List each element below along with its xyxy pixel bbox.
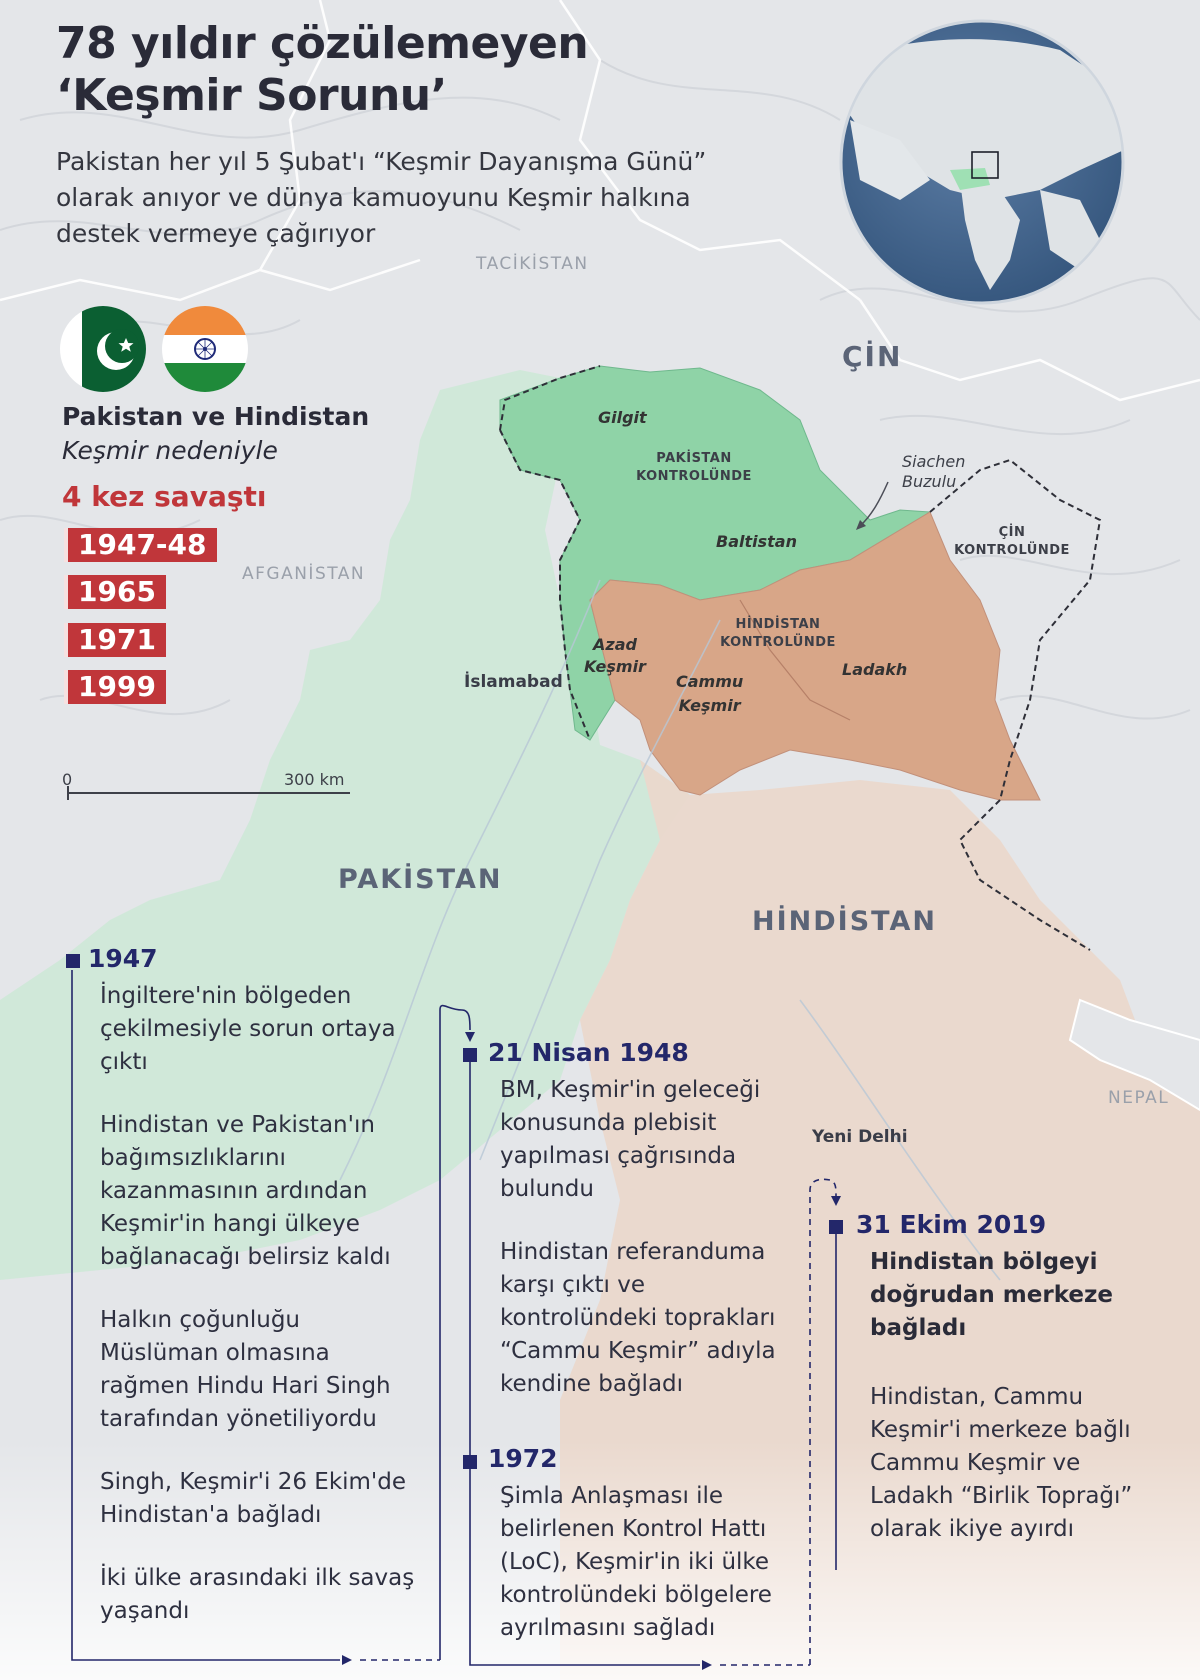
wars-subheading: Keşmir nedeniyle (62, 436, 278, 465)
timeline-col2-text-2 (500, 1480, 800, 1645)
timeline-date-1947: 1947 (88, 944, 158, 973)
label-azad-line2: Keşmir (584, 657, 646, 676)
scale-end-label: 300 km (284, 770, 345, 789)
label-azad-line1: Azad (593, 635, 637, 654)
label-china-controlled (950, 524, 1074, 560)
page-title (56, 18, 588, 122)
timeline-col1-text (100, 980, 420, 1628)
india-flag (162, 306, 248, 392)
label-siachen-glacier (902, 452, 965, 492)
label-nepal: NEPAL (1108, 1088, 1170, 1108)
label-india-controlled-line1: HİNDİSTAN (735, 617, 821, 632)
war-badge-1965: 1965 (64, 575, 166, 609)
label-china: ÇİN (842, 340, 903, 373)
title-line-2: ‘Keşmir Sorunu’ (56, 70, 447, 121)
label-jammu-line2: Keşmir (678, 696, 741, 715)
label-pakistan-controlled (634, 450, 754, 486)
timeline-marker-1947 (66, 954, 80, 968)
label-new-delhi: Yeni Delhi (812, 1127, 908, 1147)
timeline-col2-p1: BM, Keşmir'in geleceği konusunda plebisit yapılması çağrısında bulundu (500, 1077, 761, 1202)
timeline-col1-p2: Hindistan ve Pakistan'ın bağımsızlıklarını kazanmasının ardından Keşmir'in hangi ülkeye bağlanacağı belirsiz kaldı (100, 1112, 391, 1270)
pakistan-flag (60, 306, 146, 392)
timeline-col2-text (500, 1074, 800, 1401)
label-ladakh: Ladakh (842, 660, 908, 679)
scale-start-label: 0 (62, 770, 73, 789)
timeline-date-1972: 1972 (488, 1444, 558, 1473)
timeline-col3-headline: Hindistan bölgeyi doğrudan merkeze bağladı (870, 1249, 1113, 1341)
label-pakistan-controlled-line2: KONTROLÜNDE (636, 469, 752, 484)
locator-globe (840, 21, 1124, 303)
label-baltistan: Baltistan (716, 532, 797, 551)
label-india-controlled (714, 616, 842, 652)
timeline-col2-p3: Şimla Anlaşması ile belirlenen Kontrol Hattı (LoC), Keşmir'in iki ülke kontrolündeki bölgelere ayrılmasını sağladı (500, 1483, 772, 1641)
wars-count: 4 kez savaştı (62, 480, 267, 513)
label-azad-kashmir (584, 634, 646, 678)
war-badge-1971: 1971 (64, 623, 166, 657)
label-siachen-line2: Buzulu (902, 472, 957, 491)
timeline-col1-p3: Halkın çoğunluğu Müslüman olmasına rağmen Hindu Hari Singh tarafından yönetiliyordu (100, 1307, 391, 1432)
label-gilgit: Gilgit (598, 408, 647, 427)
label-siachen-line1: Siachen (902, 452, 966, 471)
timeline-date-2019: 31 Ekim 2019 (856, 1210, 1047, 1239)
label-china-controlled-line1: ÇİN (998, 525, 1026, 540)
timeline-col3-text (870, 1246, 1140, 1546)
timeline-col3-p1: Hindistan, Cammu Keşmir'i merkeze bağlı Cammu Keşmir ve Ladakh “Birlik Toprağı” olarak ikiye ayırdı (870, 1384, 1133, 1542)
timeline-col1-p4: Singh, Keşmir'i 26 Ekim'de Hindistan'a bağladı (100, 1469, 407, 1528)
page-subtitle: Pakistan her yıl 5 Şubat'ı “Keşmir Dayanışma Günü” olarak anıyor ve dünya kamuoyunu Keşmir halkına destek vermeye çağırıyor (56, 147, 707, 248)
timeline-date-1948: 21 Nisan 1948 (488, 1038, 689, 1067)
timeline-col2-p2: Hindistan referanduma karşı çıktı ve kontrolündeki toprakları “Cammu Keşmir” adıyla kendine bağladı (500, 1239, 776, 1397)
timeline-marker-2019 (829, 1220, 843, 1234)
timeline-col1-p1: İngiltere'nin bölgeden çekilmesiyle sorun ortaya çıktı (100, 983, 396, 1075)
war-badge-1947: 1947-48 (64, 528, 217, 562)
label-islamabad: İslamabad (464, 672, 563, 692)
timeline-marker-1972 (463, 1455, 477, 1469)
war-badge-1999: 1999 (64, 670, 166, 704)
label-jammu-line1: Cammu (676, 672, 744, 691)
label-tajikistan: TACİKİSTAN (476, 254, 589, 274)
wars-heading: Pakistan ve Hindistan (62, 402, 370, 431)
label-afghanistan: AFGANİSTAN (242, 564, 366, 584)
label-india-controlled-line2: KONTROLÜNDE (720, 635, 836, 650)
label-india: HİNDİSTAN (752, 906, 937, 937)
title-line-1: 78 yıldır çözülemeyen (56, 18, 589, 69)
label-pakistan: PAKİSTAN (338, 864, 503, 895)
timeline-marker-1948 (463, 1048, 477, 1062)
label-pakistan-controlled-line1: PAKİSTAN (656, 451, 732, 466)
label-jammu-kashmir (676, 670, 743, 718)
label-china-controlled-line2: KONTROLÜNDE (954, 543, 1070, 558)
timeline-col1-p5: İki ülke arasındaki ilk savaş yaşandı (100, 1565, 415, 1624)
